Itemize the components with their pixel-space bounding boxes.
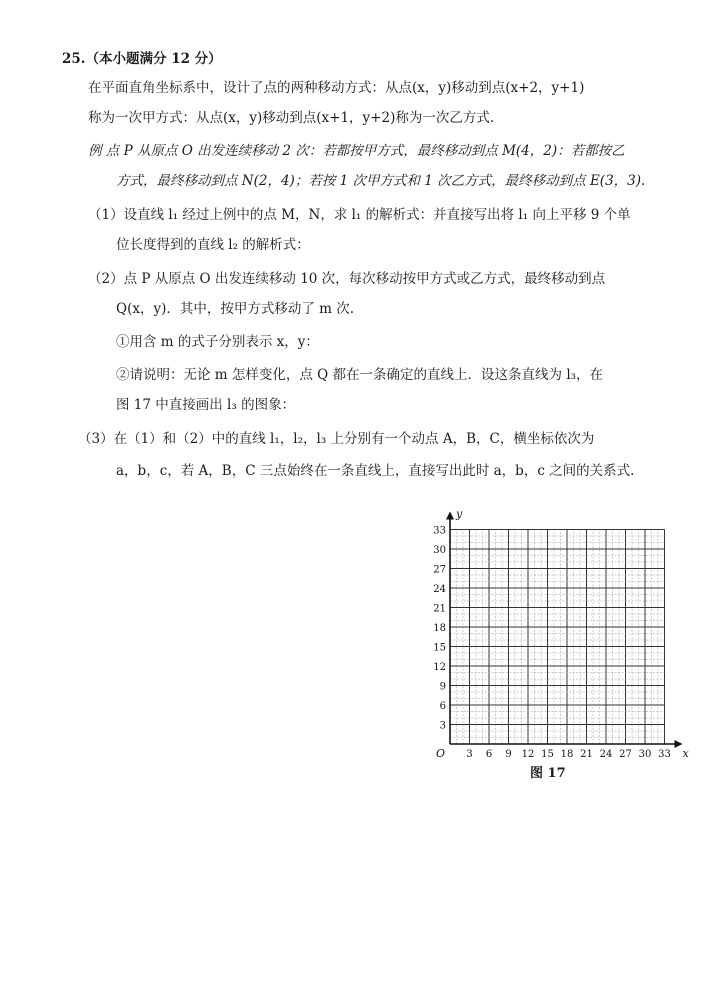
- y-tick-label: 15: [433, 642, 446, 654]
- question-2-line-1: （2）点 P 从原点 O 出发连续移动 10 次，每次移动按甲方式或乙方式，最终移动到点: [88, 271, 606, 287]
- x-tick-label: 33: [658, 749, 671, 760]
- question-1-line-1: （1）设直线 l₁ 经过上例中的点 M，N，求 l₁ 的解析式：并直接写出将 l₁ 向上平移 9 个单: [88, 207, 631, 223]
- y-tick-label: 3: [439, 720, 446, 732]
- question-2-sub-2-line-1: ②请说明：无论 m 怎样变化，点 Q 都在一条确定的直线上．设这条直线为 l₃，在: [116, 367, 604, 383]
- x-tick-label: 24: [599, 749, 613, 760]
- question-2-line-2: Q(x，y)．其中，按甲方式移动了 m 次.: [116, 301, 355, 317]
- x-tick-label: 6: [485, 749, 493, 760]
- example-line-2: 方式，最终移动到点 N(2，4)；若按 1 次甲方式和 1 次乙方式，最终移动到点 E(3，3).: [116, 173, 646, 189]
- figure-17-grid: [420, 500, 690, 790]
- x-axis-arrow: [675, 740, 683, 748]
- x-tick-label: 12: [521, 749, 535, 760]
- question-2-sub-2-line-2: 图 17 中直接画出 l₃ 的图象：: [116, 397, 296, 413]
- coordinate-grid-svg: [420, 500, 690, 790]
- x-tick-label: 9: [505, 749, 512, 760]
- question-1-line-2: 位长度得到的直线 l₂ 的解析式：: [116, 237, 310, 253]
- x-tick-label: 27: [619, 749, 632, 760]
- y-tick-label: 24: [433, 584, 446, 595]
- y-tick-label: 33: [433, 525, 446, 537]
- y-tick-label: 27: [433, 564, 446, 576]
- x-axis-label: x: [682, 747, 689, 760]
- problem-score: （本小题满分 12 分）: [85, 51, 222, 67]
- intro-line-2: 称为一次甲方式：从点(x，y)移动到点(x+1，y+2)称为一次乙方式.: [88, 110, 495, 126]
- y-tick-label: 6: [439, 701, 446, 712]
- y-axis-arrow: [446, 512, 454, 520]
- y-tick-label: 21: [433, 603, 446, 615]
- x-tick-label: 18: [560, 749, 574, 760]
- figure-caption: 图 17: [530, 766, 566, 781]
- problem-number: 25.: [62, 51, 86, 67]
- example-line-1: 例 点 P 从原点 O 出发连续移动 2 次：若都按甲方式，最终移动到点 M(4，2)：若都按乙: [88, 143, 625, 159]
- y-axis-label: y: [456, 507, 463, 521]
- x-tick-label: 15: [541, 749, 554, 760]
- y-tick-label: 18: [433, 623, 446, 634]
- intro-line-1: 在平面直角坐标系中，设计了点的两种移动方式：从点(x，y)移动到点(x+2，y+1): [88, 80, 585, 96]
- x-tick-label: 3: [466, 749, 473, 760]
- question-2-sub-1: ①用含 m 的式子分别表示 x，y：: [116, 334, 319, 350]
- origin-label: O: [435, 747, 445, 760]
- question-3-line-1: （3）在（1）和（2）中的直线 l₁，l₂，l₃ 上分别有一个动点 A，B，C，横坐标依次为: [78, 431, 595, 447]
- y-tick-label: 12: [433, 662, 446, 673]
- x-tick-label: 30: [638, 749, 652, 760]
- y-tick-label: 30: [433, 545, 446, 556]
- y-tick-label: 9: [439, 681, 446, 693]
- x-tick-label: 21: [580, 749, 593, 760]
- problem-header: [62, 50, 222, 68]
- question-3-line-2: a，b，c，若 A，B，C 三点始终在一条直线上，直接写出此时 a，b，c 之间的关系式.: [116, 463, 635, 479]
